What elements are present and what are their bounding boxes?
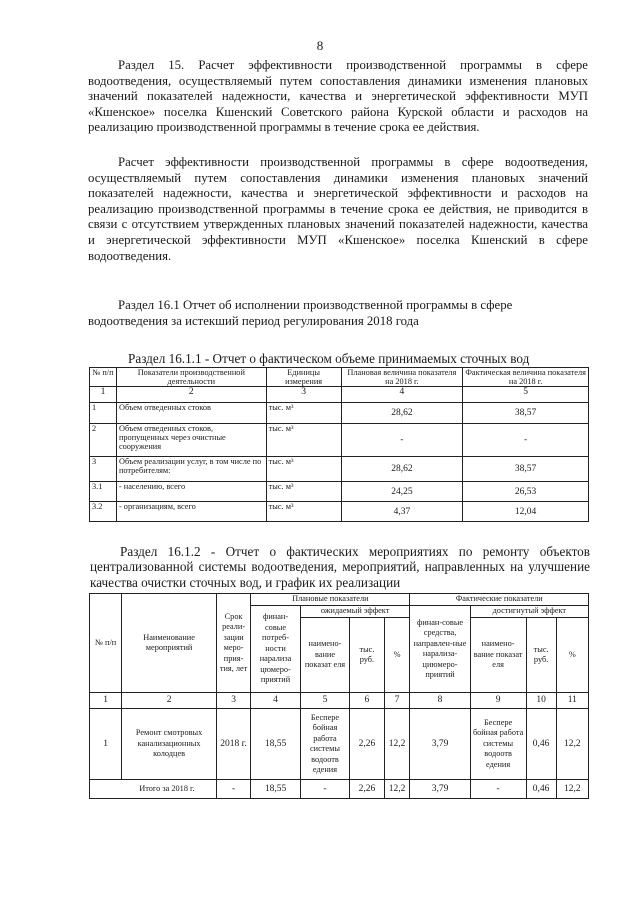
total-fact-effect: - xyxy=(470,780,526,799)
col-number: 5 xyxy=(300,693,349,709)
header-cell: тыс. руб. xyxy=(350,618,384,693)
row-name: Объем отведенных стоков, пропущенных через очистные сооружения xyxy=(116,424,266,457)
row-plan: 28,62 xyxy=(341,403,463,424)
table-row xyxy=(90,457,589,482)
col-number: 3 xyxy=(266,387,341,403)
row-fact: 12,04 xyxy=(463,502,589,522)
row-unit: тыс. м³ xyxy=(266,424,341,457)
header-cell: Фактическая величина показателя на 2018 г. xyxy=(463,368,589,387)
col-number: 2 xyxy=(122,693,217,709)
header-cell: финан-совые средства, направлен-ные нарализа-циюмеро-приятий xyxy=(410,606,470,693)
header-cell: финан-совые потреб-ности нарализа цюмеро-приятий xyxy=(251,606,300,693)
header-cell: Наименование мероприятий xyxy=(122,594,217,693)
row-number: 3.2 xyxy=(90,502,117,522)
repair-measures-table xyxy=(89,593,589,799)
row-name: - населению, всего xyxy=(116,482,266,502)
col-number: 10 xyxy=(526,693,556,709)
row-number: 1 xyxy=(90,709,122,780)
col-number: 4 xyxy=(341,387,463,403)
section-15-explanation: Расчет эффективности производственной программы в сфере водоотведения, осуществляемый путем сопоставления динамики изменения плановых значений показателей надежности, качества и энергетической эффективности и расходов на реализацию производственной программы в течение срока ее действия, не приводится в связи с отсутствием утвержденных плановых значений показателей надежности, качества и энергетической эффективности МУП «Кшенское» поселка Кшенский в сфере водоотведения. xyxy=(88,155,588,263)
table2-caption-text: Раздел 16.1.2 - Отчет о фактических мероприятиях по ремонту объектов централизованной системы водоотведения, мероприятий, направленных на улучшение качества очистки сточных вод, и график их реализации xyxy=(90,544,590,590)
table1-caption: Раздел 16.1.1 - Отчет о фактическом объеме принимаемых сточных вод xyxy=(128,351,530,366)
column-number-row xyxy=(90,387,589,403)
col-number: 5 xyxy=(463,387,589,403)
total-fact-rub: 0,46 xyxy=(526,780,556,799)
col-number: 3 xyxy=(216,693,250,709)
column-number-row xyxy=(90,693,589,709)
table-header-row xyxy=(90,594,589,606)
col-number: 1 xyxy=(90,693,122,709)
header-cell: тыс. руб. xyxy=(526,618,556,693)
section-16-heading-line2: водоотведения за истекший период регулирования 2018 года xyxy=(88,314,419,328)
row-number: 3.1 xyxy=(90,482,117,502)
col-number: 6 xyxy=(350,693,384,709)
row-plan: 28,62 xyxy=(341,457,463,482)
col-number: 11 xyxy=(556,693,588,709)
total-plan-fin: 18,55 xyxy=(251,780,300,799)
header-cell: Срок реали-зации меро-прия-тия, лет xyxy=(216,594,250,693)
section-16-heading xyxy=(88,297,588,329)
row-unit: тыс. м³ xyxy=(266,403,341,424)
row-fact: 38,57 xyxy=(463,457,589,482)
row-unit: тыс. м³ xyxy=(266,502,341,522)
table-row xyxy=(90,709,589,780)
col-number: 1 xyxy=(90,387,117,403)
row-name: Объем реализации услуг, в том числе по потребителям: xyxy=(116,457,266,482)
header-cell: ожидаемый эффект xyxy=(300,606,410,618)
header-cell: достигнутый эффект xyxy=(470,606,588,618)
row-plan-fin: 18,55 xyxy=(251,709,300,780)
row-fact-effect: Беспере бойная работа системы водоотв едения xyxy=(470,709,526,780)
total-label: Итого за 2018 г. xyxy=(90,780,217,799)
row-unit: тыс. м³ xyxy=(266,482,341,502)
total-fact-fin: 3,79 xyxy=(410,780,470,799)
total-term: - xyxy=(216,780,250,799)
header-cell: % xyxy=(384,618,410,693)
row-number: 2 xyxy=(90,424,117,457)
total-plan-pct: 12,2 xyxy=(384,780,410,799)
row-plan: - xyxy=(341,424,463,457)
table-row xyxy=(90,502,589,522)
total-fact-pct: 12,2 xyxy=(556,780,588,799)
col-number: 9 xyxy=(470,693,526,709)
row-fact: 38,57 xyxy=(463,403,589,424)
row-plan-pct: 12,2 xyxy=(384,709,410,780)
col-number: 7 xyxy=(384,693,410,709)
row-name: Ремонт смотровых канализационных колодцев xyxy=(122,709,217,780)
row-fact: 26,53 xyxy=(463,482,589,502)
table-row xyxy=(90,424,589,457)
row-plan-rub: 2,26 xyxy=(350,709,384,780)
header-cell: Показатели производственной деятельности xyxy=(116,368,266,387)
section-16-heading-line1: Раздел 16.1 Отчет об исполнении производственной программы в сфере xyxy=(118,298,513,312)
header-cell: Единицы измерения xyxy=(266,368,341,387)
table-header-row xyxy=(90,368,589,387)
header-cell: % xyxy=(556,618,588,693)
row-term: 2018 г. xyxy=(216,709,250,780)
col-number: 8 xyxy=(410,693,470,709)
row-name: - организациям, всего xyxy=(116,502,266,522)
table-row xyxy=(90,403,589,424)
total-plan-rub: 2,26 xyxy=(350,780,384,799)
row-plan-effect: Беспере бойная работа системы водоотв едения xyxy=(300,709,349,780)
row-name: Объем отведенных стоков xyxy=(116,403,266,424)
header-cell: Плановые показатели xyxy=(251,594,410,606)
wastewater-volume-table xyxy=(89,367,589,522)
row-number: 3 xyxy=(90,457,117,482)
page-number: 8 xyxy=(316,38,324,53)
row-fact-pct: 12,2 xyxy=(556,709,588,780)
table2-caption xyxy=(90,544,590,590)
row-plan: 24,25 xyxy=(341,482,463,502)
col-number: 4 xyxy=(251,693,300,709)
col-number: 2 xyxy=(116,387,266,403)
row-plan: 4,37 xyxy=(341,502,463,522)
header-cell: № п/п xyxy=(90,594,122,693)
row-unit: тыс. м³ xyxy=(266,457,341,482)
header-cell: наимено-вание показат еля xyxy=(470,618,526,693)
section-15-paragraph: Раздел 15. Расчет эффективности производственной программы в сфере водоотведения, осуществляемый путем сопоставления динамики изменения плановых значений показателей надежности, качества и энергетической эффективности МУП «Кшенское» поселка Кшенский Советского района Курской области и расходов на реализацию производственной программы в течение срока ее действия. xyxy=(88,58,588,135)
header-cell: Плановая величина показателя на 2018 г. xyxy=(341,368,463,387)
table-row xyxy=(90,482,589,502)
header-cell: наимено-вание показат еля xyxy=(300,618,349,693)
row-fact-rub: 0,46 xyxy=(526,709,556,780)
header-cell: № п/п xyxy=(90,368,117,387)
row-number: 1 xyxy=(90,403,117,424)
header-cell: Фактические показатели xyxy=(410,594,589,606)
total-row xyxy=(90,780,589,799)
row-fact-fin: 3,79 xyxy=(410,709,470,780)
row-fact: - xyxy=(463,424,589,457)
total-plan-effect: - xyxy=(300,780,349,799)
